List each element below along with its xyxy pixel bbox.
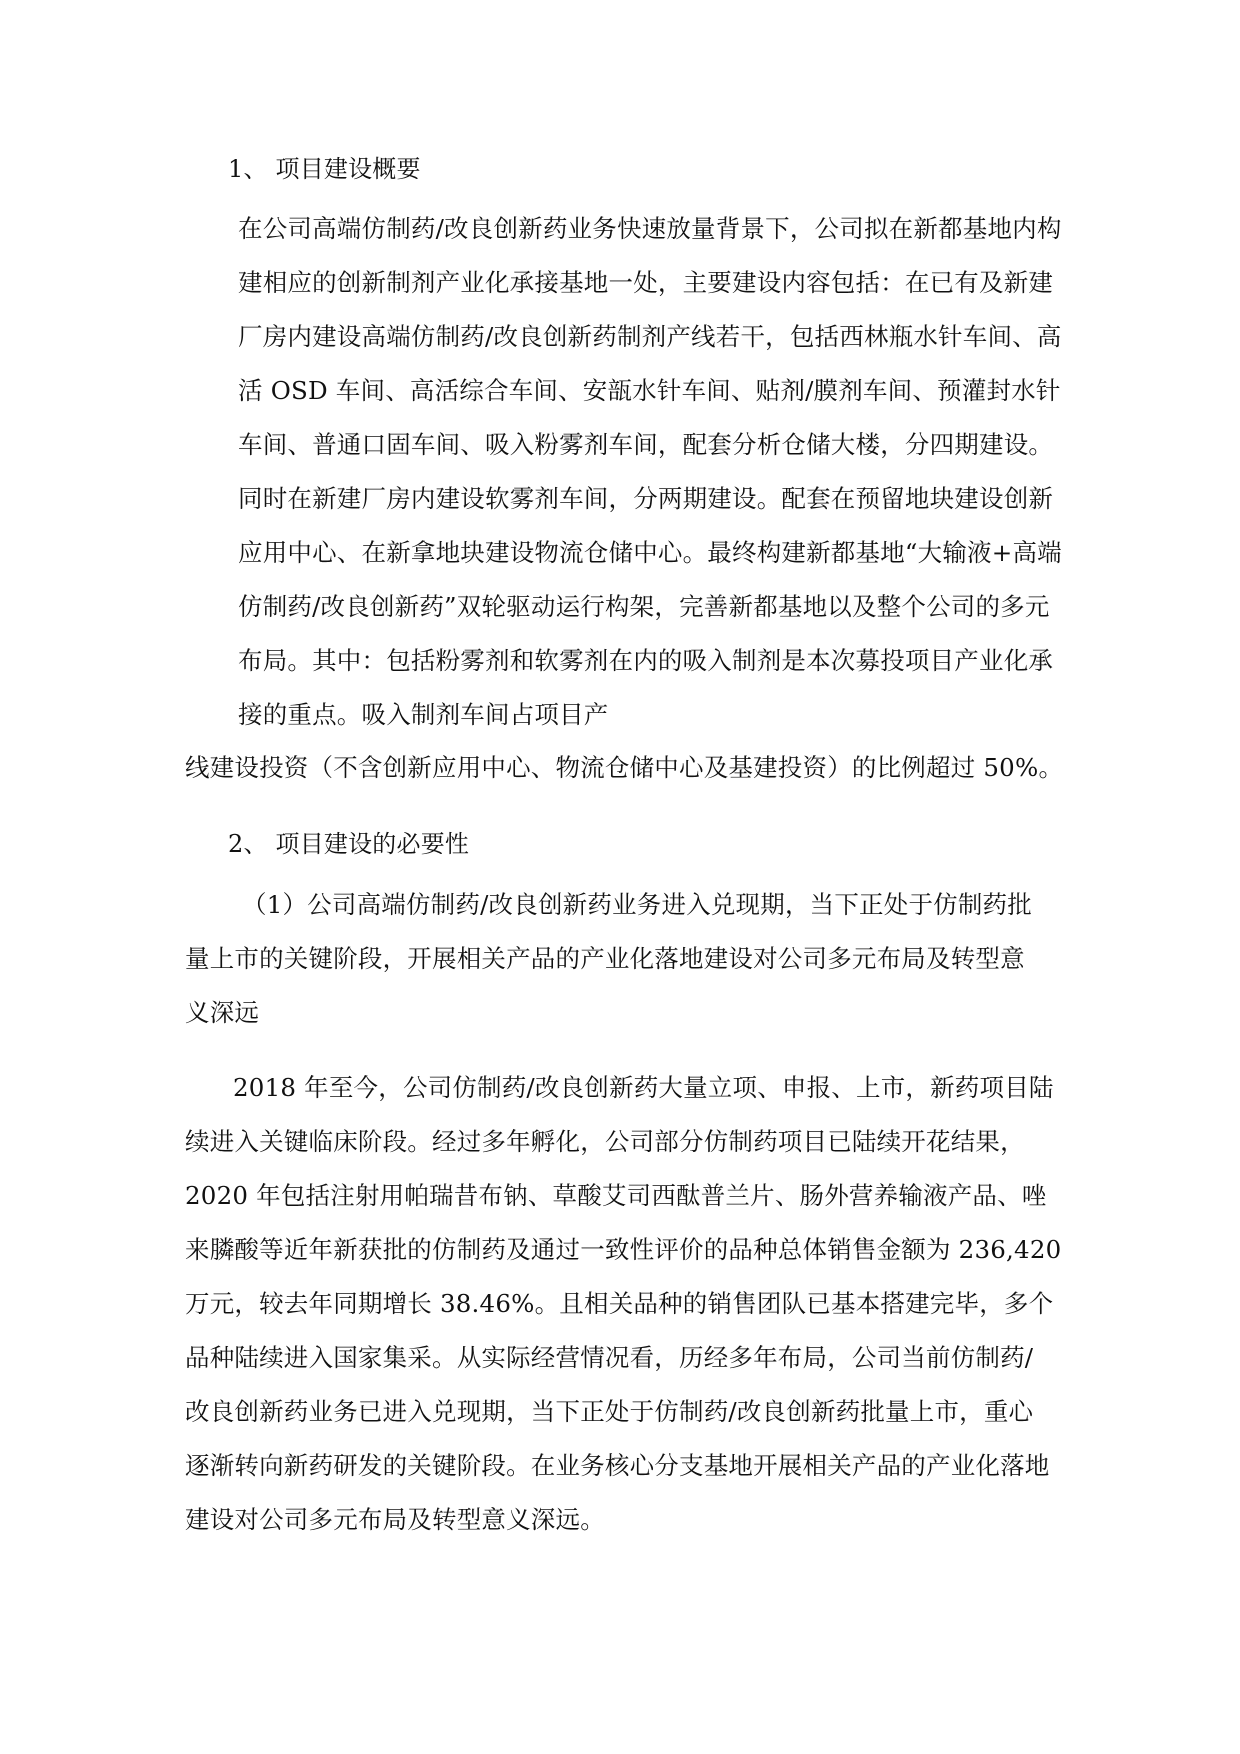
- section-1-line: 建相应的创新制剂产业化承接基地一处，主要建设内容包括：在已有及新建: [238, 268, 1054, 297]
- paragraph-line: 续进入关键临床阶段。经过多年孵化，公司部分仿制药项目已陆续开花结果，: [185, 1127, 1025, 1156]
- paragraph-line: 万元，较去年同期增长 38.46%。且相关品种的销售团队已基本搭建完毕，多个: [185, 1289, 1054, 1318]
- section-1-heading: 1、 项目建设概要: [228, 155, 421, 183]
- section-2-heading: 2、 项目建设的必要性: [228, 830, 470, 858]
- section-1-line: 接的重点。吸入制剂车间占项目产: [238, 700, 609, 729]
- paragraph-line: 2020 年包括注射用帕瑞昔布钠、草酸艾司西酞普兰片、肠外营养输液产品、唑: [185, 1181, 1047, 1210]
- paragraph-line: 建设对公司多元布局及转型意义深远。: [185, 1505, 605, 1534]
- paragraph-line: 品种陆续进入国家集采。从实际经营情况看，历经多年布局，公司当前仿制药/: [185, 1343, 1034, 1372]
- section-1-line: 活 OSD 车间、高活综合车间、安瓿水针车间、贴剂/膜剂车间、预灌封水针: [238, 376, 1061, 405]
- subheading-line: 义深远: [185, 998, 260, 1027]
- section-1-line: 线建设投资（不含创新应用中心、物流仓储中心及基建投资）的比例超过 50%。: [185, 753, 1064, 782]
- section-1-line: 在公司高端仿制药/改良创新药业务快速放量背景下，公司拟在新都基地内构: [238, 214, 1062, 243]
- section-1-line: 仿制药/改良创新药”双轮驱动运行构架，完善新都基地以及整个公司的多元: [238, 592, 1050, 621]
- subheading-line: 量上市的关键阶段，开展相关产品的产业化落地建设对公司多元布局及转型意: [185, 944, 1025, 973]
- section-1-line: 同时在新建厂房内建设软雾剂车间，分两期建设。配套在预留地块建设创新: [238, 484, 1054, 513]
- section-1-line: 厂房内建设高端仿制药/改良创新药制剂产线若干，包括西林瓶水针车间、高: [238, 322, 1062, 351]
- paragraph-line: 改良创新药业务已进入兑现期，当下正处于仿制药/改良创新药批量上市，重心: [185, 1397, 1034, 1426]
- section-1-line: 应用中心、在新拿地块建设物流仓储中心。最终构建新都基地“大输液+高端: [238, 538, 1062, 567]
- paragraph-line: 来膦酸等近年新获批的仿制药及通过一致性评价的品种总体销售金额为 236,420: [185, 1235, 1062, 1264]
- paragraph-line: 2018 年至今，公司仿制药/改良创新药大量立项、申报、上市，新药项目陆: [233, 1073, 1054, 1102]
- section-1-line: 布局。其中：包括粉雾剂和软雾剂在内的吸入制剂是本次募投项目产业化承: [238, 646, 1054, 675]
- paragraph-line: 逐渐转向新药研发的关键阶段。在业务核心分支基地开展相关产品的产业化落地: [185, 1451, 1050, 1480]
- section-1-line: 车间、普通口固车间、吸入粉雾剂车间，配套分析仓储大楼，分四期建设。: [238, 430, 1054, 459]
- subheading-line: （1）公司高端仿制药/改良创新药业务进入兑现期，当下正处于仿制药批: [242, 890, 1032, 919]
